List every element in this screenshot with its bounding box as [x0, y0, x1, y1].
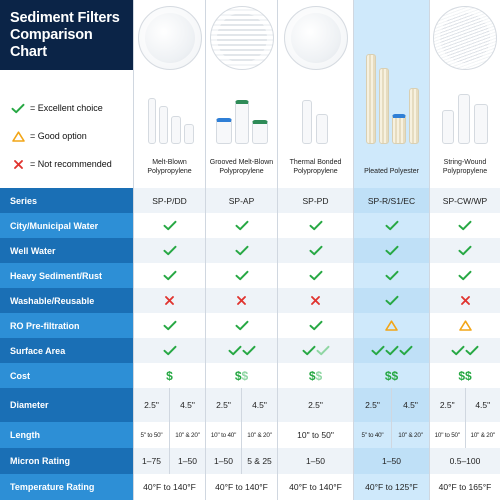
rating-cell — [353, 288, 429, 313]
micron-cell — [277, 448, 353, 474]
check-icon — [235, 220, 249, 231]
micron-cell — [205, 448, 277, 474]
diameter-value: 2.5" — [144, 400, 159, 410]
rating-cell — [277, 213, 353, 238]
legend-item-not-recommended — [10, 150, 133, 178]
product-thermal-bonded — [277, 0, 353, 188]
rating-cell — [277, 238, 353, 263]
row-cost — [0, 363, 500, 388]
legend-label: = Excellent choice — [30, 103, 103, 113]
title-line-1: Sediment Filters — [10, 10, 120, 26]
cartridge-image — [458, 94, 470, 144]
product-melt-blown — [133, 0, 205, 188]
legend — [0, 70, 133, 188]
rating-cell — [429, 338, 500, 363]
product-name: Grooved Melt-Blown Polypropylene — [209, 159, 274, 175]
row-label: Heavy Sediment/Rust — [0, 263, 133, 288]
temperature-cell: 40°F to 140°F — [277, 474, 353, 500]
row-ro-prefiltration — [0, 313, 500, 338]
length-value: 10" & 20" — [391, 422, 429, 448]
cost-cell — [429, 363, 500, 388]
check-icon — [385, 220, 399, 231]
micron-cell — [133, 448, 205, 474]
micron-cell — [353, 448, 429, 474]
check-icon — [309, 245, 323, 256]
diameter-cell — [353, 388, 429, 422]
triangle-icon — [10, 131, 26, 142]
length-value: 10" to 40" — [210, 431, 237, 439]
series-cell: SP-R/S1/EC — [353, 188, 429, 213]
rating-cell — [353, 338, 429, 363]
cross-icon — [10, 159, 26, 170]
triangle-icon — [385, 320, 398, 331]
length-value: 10" to 50" — [434, 431, 460, 439]
temperature-cell: 40°F to 165°F — [429, 474, 500, 500]
filter-media-image — [433, 6, 497, 70]
check-icon — [309, 270, 323, 281]
row-heavy-sediment — [0, 263, 500, 288]
series-cell: SP-P/DD — [133, 188, 205, 213]
cartridge-image — [184, 124, 194, 144]
cartridge-image — [159, 106, 168, 144]
micron-value: 1–50 — [169, 448, 205, 474]
check-icon — [385, 245, 399, 256]
product-name: String-Wound Polypropylene — [442, 159, 488, 175]
micron-value: 1–75 — [142, 456, 161, 466]
rating-cell — [429, 313, 500, 338]
cartridge-image — [235, 100, 249, 144]
length-value: 10" to 50" — [297, 430, 334, 440]
length-cell — [429, 422, 500, 448]
check-icon — [302, 345, 316, 356]
diameter-value: 4.5" — [241, 388, 277, 422]
row-well-water — [0, 238, 500, 263]
row-surface-area — [0, 338, 500, 363]
check-icon — [458, 270, 472, 281]
row-label: Series — [0, 188, 133, 213]
check-icon — [235, 245, 249, 256]
rating-cell — [205, 288, 277, 313]
rating-cell — [353, 313, 429, 338]
dollar-icon: $ — [458, 368, 465, 383]
micron-value: 1–50 — [382, 456, 401, 466]
product-name: Thermal Bonded Polypropylene — [289, 159, 342, 175]
length-cell — [277, 422, 353, 448]
check-icon — [385, 295, 399, 306]
check-icon — [309, 320, 323, 331]
length-value: 5" to 40" — [361, 431, 384, 439]
cartridge-image — [216, 118, 232, 144]
rating-cell — [205, 313, 277, 338]
check-icon — [458, 245, 472, 256]
dollar-icon: $ — [308, 368, 316, 383]
row-label: Well Water — [0, 238, 133, 263]
rating-cell — [353, 238, 429, 263]
cost-cell — [205, 363, 277, 388]
micron-value: 1–50 — [306, 456, 325, 466]
triangle-icon — [459, 320, 472, 331]
rating-cell — [353, 263, 429, 288]
row-micron-rating — [0, 448, 500, 474]
row-temperature-rating — [0, 474, 500, 500]
diameter-value: 4.5" — [169, 388, 205, 422]
row-diameter — [0, 388, 500, 422]
micron-value: 1–50 — [214, 456, 233, 466]
diameter-cell — [277, 388, 353, 422]
micron-cell — [429, 448, 500, 474]
dollar-icon: $ — [315, 368, 323, 383]
dollar-icon: $ — [234, 368, 242, 383]
cross-icon — [236, 295, 247, 306]
row-washable — [0, 288, 500, 313]
rating-cell — [133, 288, 205, 313]
micron-value: 5 & 25 — [241, 448, 277, 474]
check-icon — [163, 245, 177, 256]
check-icon — [228, 345, 242, 356]
rating-cell — [429, 213, 500, 238]
length-cell — [353, 422, 429, 448]
legend-label: = Good option — [30, 131, 87, 141]
cartridge-image — [442, 110, 454, 144]
cartridge-image — [366, 54, 376, 144]
check-icon — [163, 220, 177, 231]
product-name: Melt-Blown Polypropylene — [147, 159, 192, 175]
title-line-2: Comparison — [10, 27, 93, 43]
check-icon — [242, 345, 256, 356]
rating-cell — [277, 288, 353, 313]
row-length — [0, 422, 500, 448]
row-city-water — [0, 213, 500, 238]
length-value: 5" to 50" — [140, 431, 163, 439]
row-label: Washable/Reusable — [0, 288, 133, 313]
row-label: City/Municipal Water — [0, 213, 133, 238]
cartridge-image — [392, 114, 406, 144]
check-icon — [235, 270, 249, 281]
cartridge-image — [171, 116, 181, 144]
rating-cell — [205, 263, 277, 288]
product-string-wound — [429, 0, 500, 188]
check-icon — [163, 320, 177, 331]
row-label: Length — [0, 422, 133, 448]
diameter-value: 2.5" — [216, 400, 231, 410]
rating-cell — [277, 338, 353, 363]
cost-cell — [277, 363, 353, 388]
length-cell — [205, 422, 277, 448]
series-cell: SP-PD — [277, 188, 353, 213]
row-label: Cost — [0, 363, 133, 388]
cartridge-image — [474, 104, 488, 144]
length-value: 10" & 20" — [169, 422, 205, 448]
row-label: Surface Area — [0, 338, 133, 363]
rating-cell — [133, 313, 205, 338]
micron-value: 0.5–100 — [449, 456, 481, 466]
check-icon — [371, 345, 385, 356]
cost-cell — [133, 363, 205, 388]
rating-cell — [205, 238, 277, 263]
check-icon — [399, 345, 413, 356]
rating-cell — [133, 238, 205, 263]
row-label: Micron Rating — [0, 448, 133, 474]
dollar-icon: $ — [384, 368, 392, 383]
diameter-value: 4.5" — [391, 388, 429, 422]
temperature-cell: 40°F to 140°F — [205, 474, 277, 500]
cost-cell — [353, 363, 429, 388]
check-icon — [465, 345, 479, 356]
diameter-value: 2.5" — [439, 400, 455, 410]
temperature-cell: 40°F to 125°F — [353, 474, 429, 500]
cartridge-image — [409, 88, 419, 144]
length-cell — [133, 422, 205, 448]
series-cell: SP-AP — [205, 188, 277, 213]
product-name: Pleated Polyester — [364, 168, 419, 175]
rating-cell — [133, 263, 205, 288]
check-icon — [163, 345, 177, 356]
rating-cell — [353, 213, 429, 238]
rating-cell — [133, 338, 205, 363]
length-value: 10" & 20" — [241, 422, 277, 448]
length-value: 10" & 20" — [465, 422, 500, 448]
row-label: Diameter — [0, 388, 133, 422]
rating-cell — [205, 338, 277, 363]
rating-cell — [277, 263, 353, 288]
check-icon — [458, 220, 472, 231]
check-icon — [10, 103, 26, 114]
dollar-icon: $ — [391, 368, 399, 383]
diameter-cell — [133, 388, 205, 422]
check-icon — [309, 220, 323, 231]
rating-cell — [429, 288, 500, 313]
check-icon — [235, 320, 249, 331]
check-icon — [316, 345, 330, 356]
check-icon — [451, 345, 465, 356]
diameter-value: 4.5" — [465, 388, 500, 422]
diameter-cell — [205, 388, 277, 422]
check-icon — [163, 270, 177, 281]
filter-media-image — [210, 6, 274, 70]
product-pleated-polyester — [353, 0, 429, 188]
legend-label: = Not recommended — [30, 159, 112, 169]
rating-cell — [277, 313, 353, 338]
rating-cell — [133, 213, 205, 238]
row-label: Temperature Rating — [0, 474, 133, 500]
dollar-icon: $ — [465, 368, 472, 383]
legend-item-excellent — [10, 94, 133, 122]
cartridge-image — [252, 120, 268, 144]
dollar-icon: $ — [166, 368, 173, 383]
filter-media-image — [138, 6, 202, 70]
chart-title — [0, 0, 133, 70]
diameter-cell — [429, 388, 500, 422]
check-icon — [385, 345, 399, 356]
cartridge-image — [148, 98, 156, 144]
legend-item-good — [10, 122, 133, 150]
rating-cell — [429, 238, 500, 263]
rating-cell — [205, 213, 277, 238]
filter-media-image — [284, 6, 348, 70]
cartridge-image — [379, 68, 389, 144]
check-icon — [385, 270, 399, 281]
product-grooved-melt-blown — [205, 0, 277, 188]
cross-icon — [310, 295, 321, 306]
cross-icon — [164, 295, 175, 306]
dollar-icon: $ — [241, 368, 249, 383]
cross-icon — [460, 295, 471, 306]
diameter-value: 2.5" — [365, 400, 380, 410]
title-line-3: Chart — [10, 44, 47, 60]
temperature-cell: 40°F to 140°F — [133, 474, 205, 500]
series-cell: SP-CW/WP — [429, 188, 500, 213]
cartridge-image — [302, 100, 312, 144]
row-series — [0, 188, 500, 213]
diameter-value: 2.5" — [308, 400, 323, 410]
row-label: RO Pre-filtration — [0, 313, 133, 338]
rating-cell — [429, 263, 500, 288]
cartridge-image — [316, 114, 328, 144]
